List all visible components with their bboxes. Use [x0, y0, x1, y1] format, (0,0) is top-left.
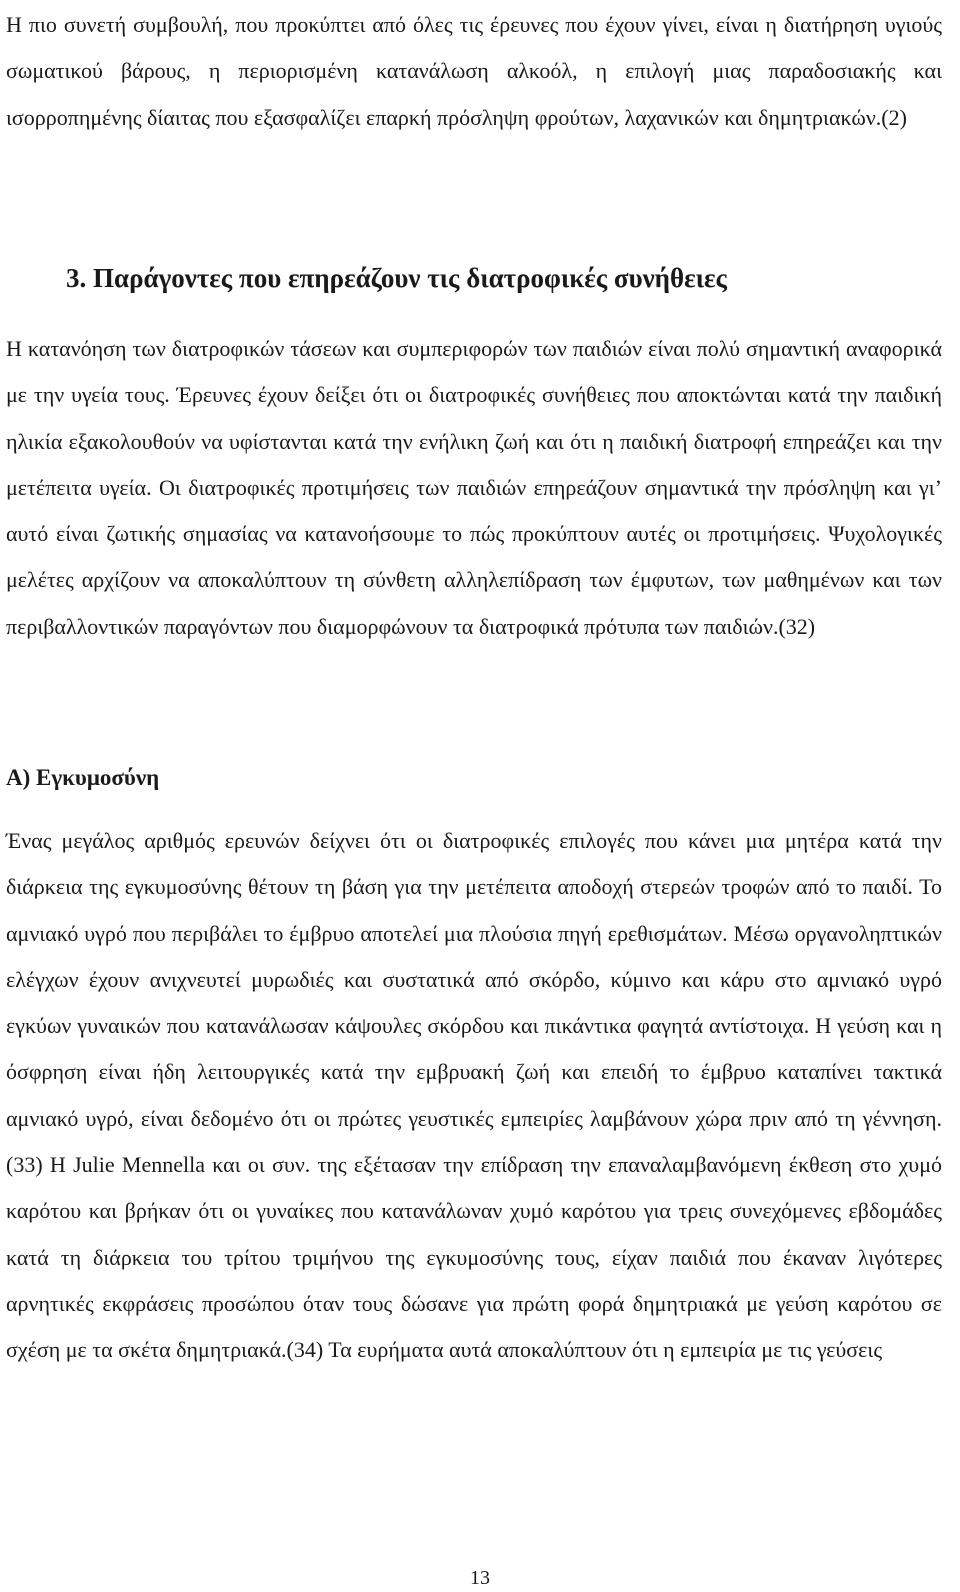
section-heading: 3. Παράγοντες που επηρεάζουν τις διατροφικές συνήθειες	[66, 263, 727, 293]
sub-heading-pregnancy: Α) Εγκυμοσύνη	[6, 765, 160, 790]
page-number: 13	[470, 1567, 490, 1589]
paragraph-section-3: Η κατανόηση των διατροφικών τάσεων και συμπεριφορών των παιδιών είναι πολύ σημαντική αναφορικά με την υγεία τους. Έρευνες έχουν δείξει ότι οι διατροφικές συνήθειες που αποκτώνται κατά την παιδική ηλικία εξακολουθούν να υφίστανται κατά την ενήλικη ζωή και ότι η παιδική διατροφή επηρεάζει και την μετέπειτα υγεία. Οι διατροφικές προτιμήσεις των παιδιών επηρεάζουν σημαντικά την πρόσληψη και γι’ αυτό είναι ζωτικής σημασίας να κατανοήσουμε το πώς προκύπτουν αυτές οι προτιμήσεις. Ψυχολογικές μελέτες αρχίζουν να αποκαλύπτουν τη σύνθετη αλληλεπίδραση των έμφυτων, των μαθημένων και των περιβαλλοντικών παραγόντων που διαμορφώνουν τα διατροφικά πρότυπα των παιδιών.(32)	[6, 336, 942, 639]
paragraph-intro: Η πιο συνετή συμβουλή, που προκύπτει από όλες τις έρευνες που έχουν γίνει, είναι η διατήρηση υγιούς σωματικού βάρους, η περιορισμένη κατανάλωση αλκοόλ, η επιλογή μιας παραδοσιακής και ισορροπημένης δίαιτας που εξασφαλίζει επαρκή πρόσληψη φρούτων, λαχανικών και δημητριακών.(2)	[6, 12, 942, 130]
paragraph-pregnancy: Ένας μεγάλος αριθμός ερευνών δείχνει ότι οι διατροφικές επιλογές που κάνει μια μητέρα κατά την διάρκεια της εγκυμοσύνης θέτουν τη βάση για την μετέπειτα αποδοχή στερεών τροφών από το παιδί. Το αμνιακό υγρό που περιβάλει το έμβρυο αποτελεί μια πλούσια πηγή ερεθισμάτων. Μέσω οργανοληπτικών ελέγχων έχουν ανιχνευτεί μυρωδιές και συστατικά από σκόρδο, κύμινο και κάρυ στο αμνιακό υγρό εγκύων γυναικών που κατανάλωσαν κάψουλες σκόρδου και πικάντικα φαγητά αντίστοιχα. Η γεύση και η όσφρηση είναι ήδη λειτουργικές κατά την εμβρυακή ζωή και επειδή το έμβρυο καταπίνει τακτικά αμνιακό υγρό, είναι δεδομένο ότι οι πρώτες γευστικές εμπειρίες λαμβάνουν χώρα πριν από τη γέννηση.(33) Η Julie Mennella και οι συν. της εξέτασαν την επίδραση την επαναλαμβανόμενη έκθεση στο χυμό καρότου και βρήκαν ότι οι γυναίκες που κατανάλωναν χυμό καρότου για τρεις συνεχόμενες εβδομάδες κατά τη διάρκεια του τρίτου τριμήνου της εγκυμοσύνης τους, είχαν παιδιά που έκαναν λιγότερες αρνητικές εκφράσεις προσώπου όταν τους δώσανε για πρώτη φορά δημητριακά με γεύση καρότου σε σχέση με τα σκέτα δημητριακά.(34) Τα ευρήματα αυτά αποκαλύπτουν ότι η εμπειρία με τις γεύσεις	[6, 828, 942, 1363]
